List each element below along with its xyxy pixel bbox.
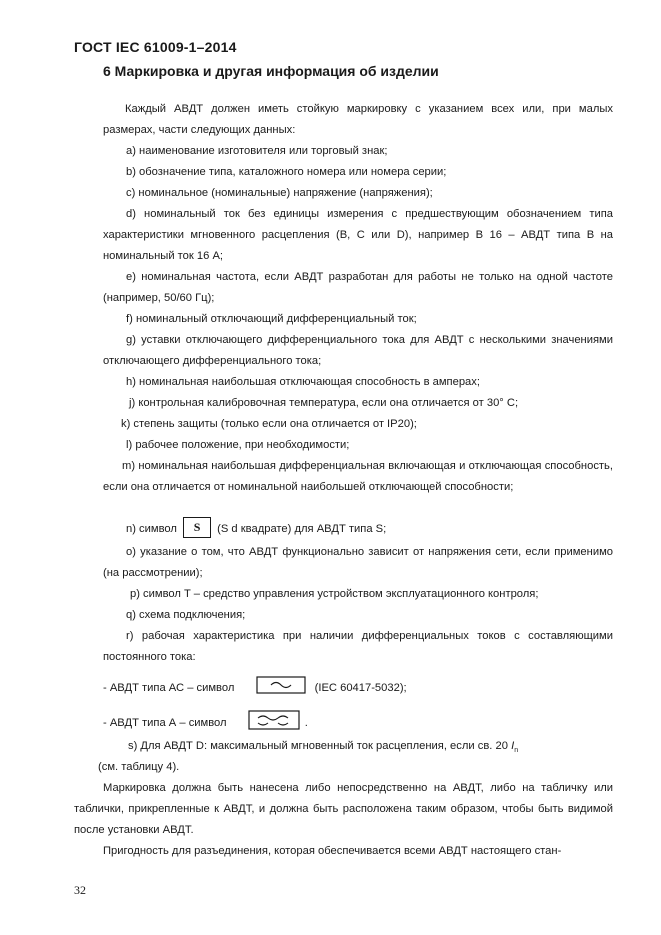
type-a-line [103,713,613,734]
item-f: f) номинальный отключающий дифференциальный ток; [126,313,417,325]
marking-paragraph-text: Маркировка должна быть нанесена либо непосредственно на АВДТ, либо на табличку или таблички, прикрепленные к АВДТ, и должна быть расположена таким образом, чтобы быть видимой после установки АВДТ. [74,782,613,836]
item-s-current-symbol: I [511,740,515,752]
type-a-label: - АВДТ типа А – символ [103,717,227,729]
item-k: k) степень защиты (только если она отличается от IP20); [121,418,417,430]
document-code: ГОСТ IEC 61009-1–2014 [74,39,237,55]
page-number: 32 [74,883,86,897]
type-a-terminator: . [304,717,308,729]
item-m [103,456,613,498]
item-d [103,204,613,267]
item-n-prefix: n) символ [126,523,177,535]
item-s-continuation: (см. таблицу 4). [98,761,180,773]
item-o [103,542,613,584]
item-g-text: g) уставки отключающего дифференциального тока для АВДТ с несколькими значениями отключающего дифференциального тока; [103,334,613,367]
type-s-symbol: S [183,517,211,538]
item-s-text: s) Для АВДТ D: максимальный мгновенный ток расцепления, если св. 20 [128,740,508,752]
marking-paragraph [74,778,613,841]
item-d-text: d) номинальный ток без единицы измерения с предшествующим обозначением типа характеристики мгновенного расцепления (B, C или D), например B 16 – АВДТ типа B на номинальный ток 16 А; [103,208,613,262]
intro-paragraph [103,99,613,141]
item-a: a) наименование изготовителя или торговый знак; [126,145,388,157]
item-b: b) обозначение типа, каталожного номера или номера серии; [126,166,447,178]
item-j: j) контрольная калибровочная температура, если она отличается от 30° С; [129,397,519,409]
item-q: q) схема подключения; [126,609,246,621]
type-ac-reference: (IEC 60417-5032); [314,682,407,694]
item-l: l) рабочее положение, при необходимости; [126,439,350,451]
type-a-symbol-icon [248,710,300,730]
item-s-current-subscript: n [514,747,519,755]
item-c: c) номинальное (номинальные) напряжение (напряжения); [126,187,433,199]
item-m-text: m) номинальная наибольшая дифференциальная включающая и отключающая способность, если она отличается от номинальной наибольшей отключающей способности; [103,460,613,493]
item-p: p) символ T – средство управления устройством эксплуатационного контроля; [130,588,539,600]
item-o-text: o) указание о том, что АВДТ функционально зависит от напряжения сети, если применимо (на рассмотрении); [103,546,613,579]
item-g [103,330,613,372]
item-r-text: r) рабочая характеристика при наличии дифференциальных токов с составляющими постоянного тока: [103,630,613,663]
type-ac-line [103,678,613,699]
item-n [126,519,636,540]
type-ac-symbol-icon [256,676,306,694]
isolation-paragraph-text: Пригодность для разъединения, которая обеспечивается всеми АВДТ настоящего стан- [103,845,562,857]
item-n-suffix: (S d квадрате) для АВДТ типа S; [217,523,387,535]
item-h: h) номинальная наибольшая отключающая способность в амперах; [126,376,480,388]
item-e [103,267,613,309]
section-title: 6 Маркировка и другая информация об изделии [103,63,439,79]
isolation-paragraph [74,841,613,862]
item-r [103,626,613,668]
intro-text: Каждый АВДТ должен иметь стойкую маркировку с указанием всех или, при малых размерах, части следующих данных: [103,103,613,136]
type-ac-label: - АВДТ типа АС – символ [103,682,235,694]
item-e-text: e) номинальная частота, если АВДТ разработан для работы не только на одной частоте (например, 50/60 Гц); [103,271,613,304]
